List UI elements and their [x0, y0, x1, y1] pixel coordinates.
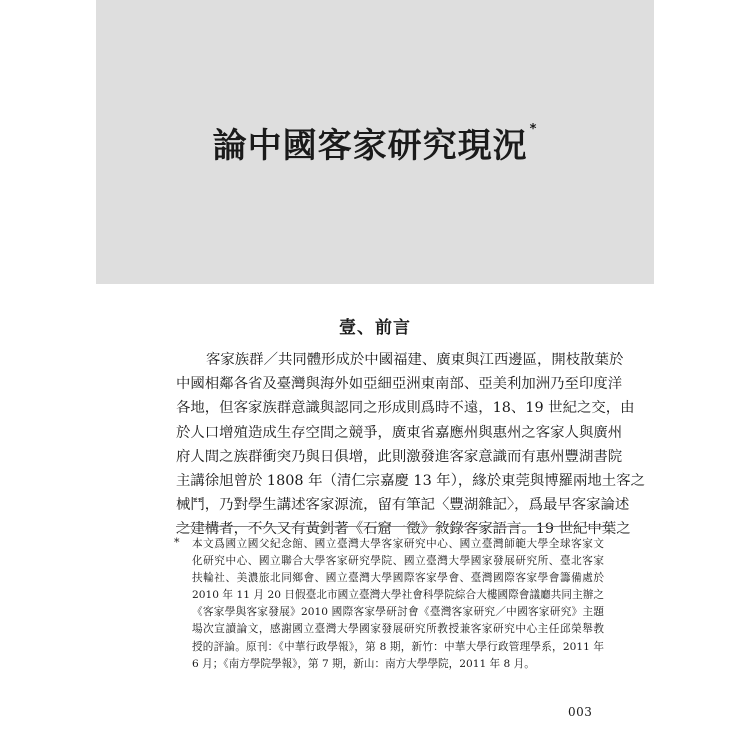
chapter-title: [0, 118, 750, 167]
body-line: 之建構者，不久又有黃釗著《石窟一徵》敘錄客家語言。19 世紀中葉之: [176, 521, 631, 538]
footnote-marker: *: [174, 536, 180, 549]
body-line: 於人口增殖造成生存空間之競爭，廣東省嘉應州與惠州之客家人與廣州: [176, 424, 623, 441]
section-heading: 壹、前言: [339, 318, 411, 338]
footnote-divider: [176, 526, 610, 527]
footnote-line: [176, 536, 604, 553]
body-line: 主講徐旭曾於 1808 年（清仁宗嘉慶 13 年），緣於東莞與博羅兩地土客之: [176, 472, 645, 489]
body-line: 中國相鄰各省及臺灣與海外如亞細亞洲東南部、亞美利加洲乃至印度洋: [176, 376, 623, 393]
chapter-title-text: 論中國客家研究現況: [212, 126, 528, 166]
body-paragraph: [176, 348, 645, 542]
title-footnote-marker: *: [529, 122, 538, 137]
body-line: 各地，但客家族群意識與認同之形成則爲時不遠，18、19 世紀之交，由: [176, 400, 635, 417]
body-line: 府人間之族群衝突乃與日俱增，此則激發進客家意識而有惠州豐湖書院: [176, 448, 623, 465]
page-number: 003: [568, 705, 593, 719]
footnote-line: 2010 年 11 月 20 日假臺北市國立臺灣大學社會科學院綜合大樓國際會議廳共同主辦之: [192, 589, 604, 602]
footnote-line: 《客家學與客家發展》2010 國際客家學研討會《臺灣客家研究／中國客家研究》主題: [192, 606, 604, 619]
footnote: [176, 536, 604, 673]
footnote-line: 6 月；《南方學院學報》，第 7 期，新山：南方大學學院，2011 年 8 月。: [192, 657, 535, 670]
footnote-line: 化研究中心、國立聯合大學客家研究學院、國立臺灣大學國家發展研究所、臺北客家: [192, 555, 604, 568]
body-line: 械鬥，乃對學生講述客家源流，留有筆記〈豐湖雜記〉，爲最早客家論述: [176, 497, 630, 514]
footnote-line: 場次宣讀論文，感謝國立臺灣大學國家發展研究所教授兼客家研究中心主任邱榮舉教: [192, 623, 604, 636]
footnote-line-text: 本文爲國立國父紀念館、國立臺灣大學客家研究中心、國立臺灣師範大學全球客家文: [192, 538, 604, 550]
footnote-line: 扶輪社、美濃旅北同鄉會、國立臺灣大學國際客家學會、臺灣國際客家學會籌備處於: [192, 572, 604, 585]
footnote-line: 授的評論。原刊：《中華行政學報》，第 8 期，新竹：中華大學行政管理學系，2011 年: [192, 640, 604, 653]
body-line: 客家族群／共同體形成於中國福建、廣東與江西邊區，開枝散葉於: [206, 352, 624, 368]
